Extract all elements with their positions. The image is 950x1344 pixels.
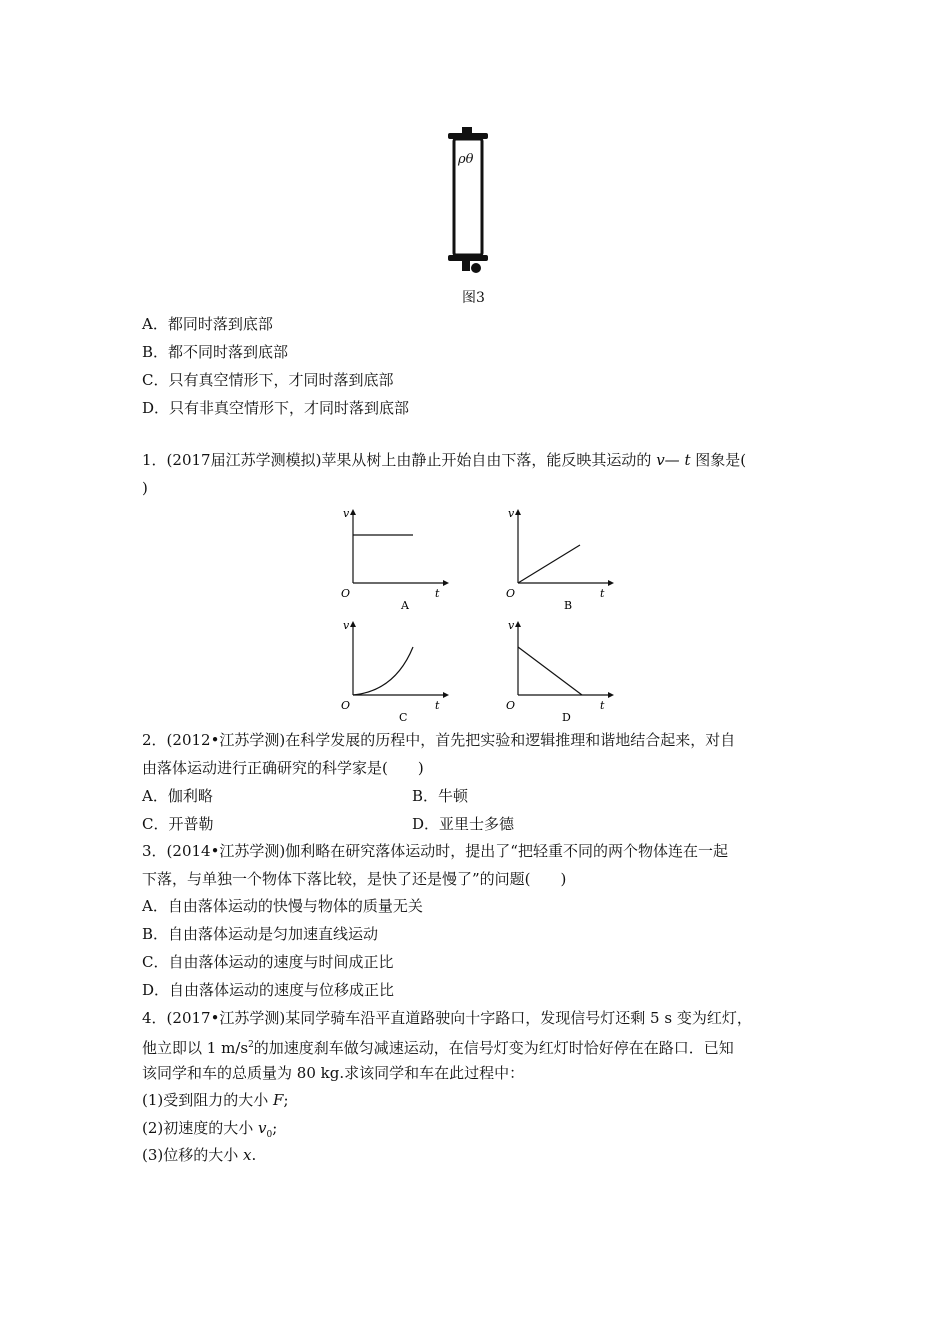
q1-stem-line1 <box>142 450 746 470</box>
graph-a <box>335 505 450 615</box>
intro-option-d: D．只有非真空情形下，才同时落到底部 <box>142 399 410 417</box>
q4-sub3-text: (3)位移的大小 <box>142 1146 244 1164</box>
q3-option-d: D．自由落体运动的速度与位移成正比 <box>142 981 395 999</box>
graph-b-y-axis: v <box>508 507 515 520</box>
q4-stem-line2 <box>142 1035 734 1058</box>
q4-sub2-subscript: 0 <box>266 1130 273 1140</box>
graph-b-origin: O <box>506 587 516 600</box>
graph-c <box>335 617 450 727</box>
graph-a-y-axis: v <box>343 507 350 520</box>
q3-option-b: B．自由落体运动是匀加速直线运动 <box>142 925 379 943</box>
q4-stem-line3: 该同学和车的总质量为 80 kg.求该同学和车在此过程中： <box>142 1064 525 1082</box>
q4-sub1-end: ; <box>283 1091 289 1109</box>
graph-a-origin: O <box>341 587 351 600</box>
q4-line2-rest: 的加速度刹车做匀减速运动，在信号灯变为红灯时恰好停在在路口．已知 <box>253 1039 734 1057</box>
q4-sub2-var: v <box>258 1119 267 1137</box>
q4-sub1 <box>142 1090 289 1110</box>
tube-marks: ρθ <box>458 152 474 167</box>
q4-sub3-var: x <box>243 1146 252 1164</box>
q1-vt-variable: v— t <box>656 451 691 469</box>
q2-option-d: D．亚里士多德 <box>412 815 515 833</box>
q1-stem-text: 1．(2017届江苏学测模拟)苹果从树上由静止开始自由下落，能反映其运动的 <box>142 451 657 469</box>
graph-b <box>500 505 615 615</box>
q4-sub2-end: ; <box>272 1119 278 1137</box>
figure3-tube <box>440 125 500 280</box>
graph-d-label: D <box>562 711 571 724</box>
figure3-caption: 图3 <box>462 290 485 306</box>
graph-c-x-axis: t <box>435 699 440 712</box>
q3-option-c: C．自由落体运动的速度与时间成正比 <box>142 953 394 971</box>
q4-sub1-text: (1)受到阻力的大小 <box>142 1091 274 1109</box>
q4-sub3-end: . <box>251 1146 257 1164</box>
q3-stem-line1: 3．(2014•江苏学测)伽利略在研究落体运动时，提出了“把轻重不同的两个物体连在一起 <box>142 842 728 860</box>
graph-c-origin: O <box>341 699 351 712</box>
q2-stem-line2: 由落体运动进行正确研究的科学家是( ) <box>142 759 424 777</box>
intro-option-b: B．都不同时落到底部 <box>142 343 289 361</box>
graph-b-x-axis: t <box>600 587 605 600</box>
graph-c-label: C <box>399 711 408 724</box>
q3-stem-line2: 下落，与单独一个物体下落比较，是快了还是慢了”的问题( ) <box>142 870 567 888</box>
q4-sub2 <box>142 1118 277 1145</box>
q3-option-a: A．自由落体运动的快慢与物体的质量无关 <box>142 897 423 915</box>
q4-stem-line1: 4．(2017•江苏学测)某同学骑车沿平直道路驶向十字路口，发现信号灯还剩 5 s 变为红灯， <box>142 1009 752 1027</box>
q2-option-a: A．伽利略 <box>142 787 213 805</box>
graph-d-origin: O <box>506 699 516 712</box>
q2-stem-line1: 2．(2012•江苏学测)在科学发展的历程中，首先把实验和逻辑推理和谐地结合起来，对自 <box>142 731 736 749</box>
q4-unit-exponent: 2 <box>248 1040 254 1050</box>
graph-c-y-axis: v <box>343 619 350 632</box>
graph-b-label: B <box>564 599 573 612</box>
intro-option-a: A．都同时落到底部 <box>142 315 273 333</box>
graph-a-x-axis: t <box>435 587 440 600</box>
q4-line2-text: 他立即以 1 m/s <box>142 1039 249 1057</box>
graph-a-label: A <box>401 599 409 612</box>
intro-option-c: C．只有真空情形下，才同时落到底部 <box>142 371 394 389</box>
q2-option-b: B．牛顿 <box>412 787 469 805</box>
graph-d <box>500 617 615 727</box>
q4-sub1-var: F <box>273 1091 284 1109</box>
q2-option-c: C．开普勒 <box>142 815 214 833</box>
q1-stem-line2: ) <box>142 479 148 497</box>
q4-sub2-text: (2)初速度的大小 <box>142 1119 259 1137</box>
graph-d-x-axis: t <box>600 699 605 712</box>
q4-sub3 <box>142 1145 256 1165</box>
graph-d-y-axis: v <box>508 619 515 632</box>
q1-stem-end: 图象是( <box>690 451 747 469</box>
